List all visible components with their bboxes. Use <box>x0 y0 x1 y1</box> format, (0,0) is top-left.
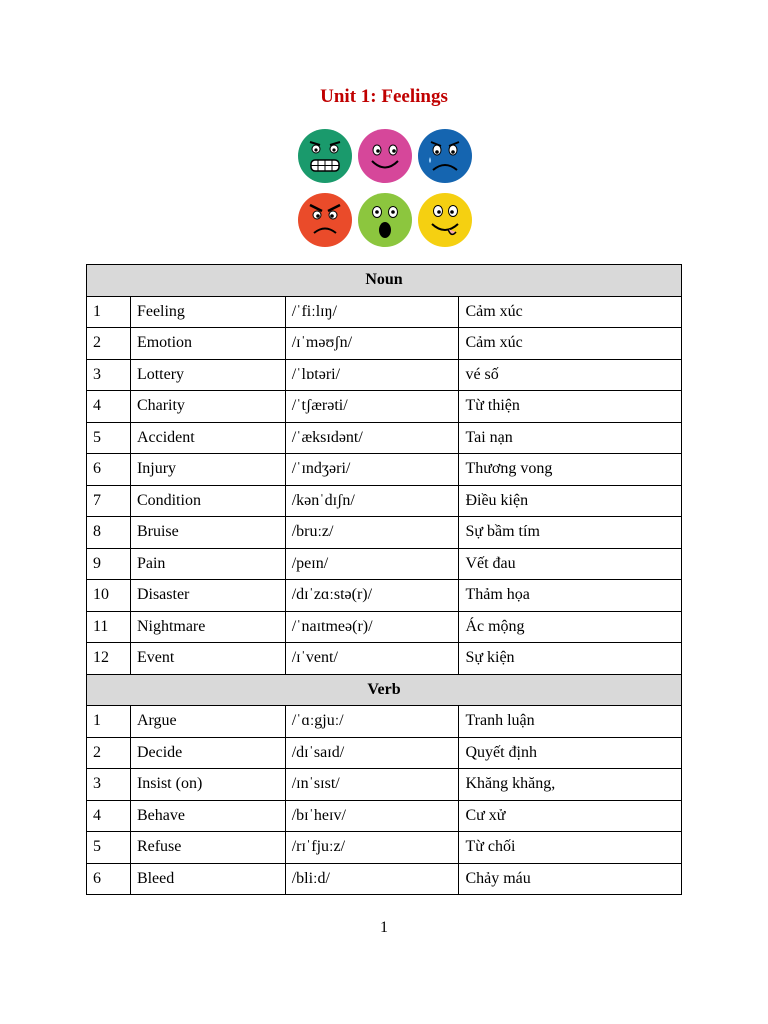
ipa-cell: /dɪˈsaɪd/ <box>285 737 459 769</box>
angry-face-icon <box>296 192 354 248</box>
shocked-face-icon <box>356 192 414 248</box>
happy-face-icon <box>356 128 414 184</box>
word-cell: Behave <box>130 800 285 832</box>
word-cell: Decide <box>130 737 285 769</box>
meaning-cell: vé số <box>459 359 682 391</box>
table-row <box>87 517 682 549</box>
row-number: 12 <box>87 643 131 675</box>
row-number: 3 <box>87 359 131 391</box>
meaning-cell: Thương vong <box>459 454 682 486</box>
row-number: 3 <box>87 769 131 801</box>
row-number: 4 <box>87 800 131 832</box>
section-header-row <box>87 674 682 706</box>
table-row <box>87 863 682 895</box>
meaning-cell: Cảm xúc <box>459 328 682 360</box>
ipa-cell: /ɪˈvent/ <box>285 643 459 675</box>
vocabulary-table <box>86 264 682 895</box>
row-number: 1 <box>87 296 131 328</box>
table-row <box>87 296 682 328</box>
word-cell: Bleed <box>130 863 285 895</box>
row-number: 11 <box>87 611 131 643</box>
word-cell: Lottery <box>130 359 285 391</box>
ipa-cell: /ˈfiːlɪŋ/ <box>285 296 459 328</box>
meaning-cell: Thảm họa <box>459 580 682 612</box>
meaning-cell: Tai nạn <box>459 422 682 454</box>
ipa-cell: /peɪn/ <box>285 548 459 580</box>
table-row <box>87 800 682 832</box>
table-row <box>87 832 682 864</box>
row-number: 7 <box>87 485 131 517</box>
word-cell: Emotion <box>130 328 285 360</box>
word-cell: Nightmare <box>130 611 285 643</box>
section-heading: Noun <box>87 265 682 297</box>
table-row <box>87 485 682 517</box>
ipa-cell: /dɪˈzɑːstə(r)/ <box>285 580 459 612</box>
ipa-cell: /ˈɪndʒəri/ <box>285 454 459 486</box>
row-number: 8 <box>87 517 131 549</box>
row-number: 6 <box>87 454 131 486</box>
ipa-cell: /kənˈdɪʃn/ <box>285 485 459 517</box>
word-cell: Event <box>130 643 285 675</box>
ipa-cell: /ˈæksɪdənt/ <box>285 422 459 454</box>
grimacing-face-icon <box>296 128 354 184</box>
table-row <box>87 422 682 454</box>
ipa-cell: /ˈtʃærəti/ <box>285 391 459 423</box>
sad-face-icon <box>416 128 474 184</box>
section-heading: Verb <box>87 674 682 706</box>
row-number: 2 <box>87 737 131 769</box>
ipa-cell: /ˈɑːgjuː/ <box>285 706 459 738</box>
word-cell: Accident <box>130 422 285 454</box>
ipa-cell: /ɪnˈsɪst/ <box>285 769 459 801</box>
meaning-cell: Ác mộng <box>459 611 682 643</box>
meaning-cell: Khăng khăng, <box>459 769 682 801</box>
meaning-cell: Cư xử <box>459 800 682 832</box>
ipa-cell: /bɪˈheɪv/ <box>285 800 459 832</box>
meaning-cell: Từ chối <box>459 832 682 864</box>
table-row <box>87 611 682 643</box>
row-number: 10 <box>87 580 131 612</box>
section-header-row <box>87 265 682 297</box>
row-number: 9 <box>87 548 131 580</box>
table-row <box>87 706 682 738</box>
word-cell: Argue <box>130 706 285 738</box>
word-cell: Insist (on) <box>130 769 285 801</box>
meaning-cell: Từ thiện <box>459 391 682 423</box>
table-row <box>87 769 682 801</box>
word-cell: Pain <box>130 548 285 580</box>
table-row <box>87 737 682 769</box>
meaning-cell: Sự bầm tím <box>459 517 682 549</box>
ipa-cell: /ɪˈməʊʃn/ <box>285 328 459 360</box>
ipa-cell: /rɪˈfjuːz/ <box>285 832 459 864</box>
row-number: 5 <box>87 422 131 454</box>
row-number: 6 <box>87 863 131 895</box>
silly-face-icon <box>416 192 474 248</box>
table-row <box>87 454 682 486</box>
word-cell: Disaster <box>130 580 285 612</box>
row-number: 2 <box>87 328 131 360</box>
table-row <box>87 328 682 360</box>
table-row <box>87 548 682 580</box>
row-number: 4 <box>87 391 131 423</box>
meaning-cell: Chảy máu <box>459 863 682 895</box>
page-number: 1 <box>380 919 388 936</box>
table-row <box>87 391 682 423</box>
word-cell: Bruise <box>130 517 285 549</box>
table-row <box>87 643 682 675</box>
word-cell: Refuse <box>130 832 285 864</box>
meaning-cell: Vết đau <box>459 548 682 580</box>
word-cell: Injury <box>130 454 285 486</box>
row-number: 5 <box>87 832 131 864</box>
meaning-cell: Điều kiện <box>459 485 682 517</box>
ipa-cell: /ˈnaɪtmeə(r)/ <box>285 611 459 643</box>
word-cell: Charity <box>130 391 285 423</box>
meaning-cell: Sự kiện <box>459 643 682 675</box>
meaning-cell: Cảm xúc <box>459 296 682 328</box>
table-row <box>87 359 682 391</box>
ipa-cell: /ˈlɒtəri/ <box>285 359 459 391</box>
row-number: 1 <box>87 706 131 738</box>
word-cell: Feeling <box>130 296 285 328</box>
emoji-faces-group <box>296 128 476 248</box>
page-title: Unit 1: Feelings <box>320 86 448 107</box>
ipa-cell: /bliːd/ <box>285 863 459 895</box>
table-row <box>87 580 682 612</box>
meaning-cell: Quyết định <box>459 737 682 769</box>
word-cell: Condition <box>130 485 285 517</box>
ipa-cell: /bruːz/ <box>285 517 459 549</box>
meaning-cell: Tranh luận <box>459 706 682 738</box>
